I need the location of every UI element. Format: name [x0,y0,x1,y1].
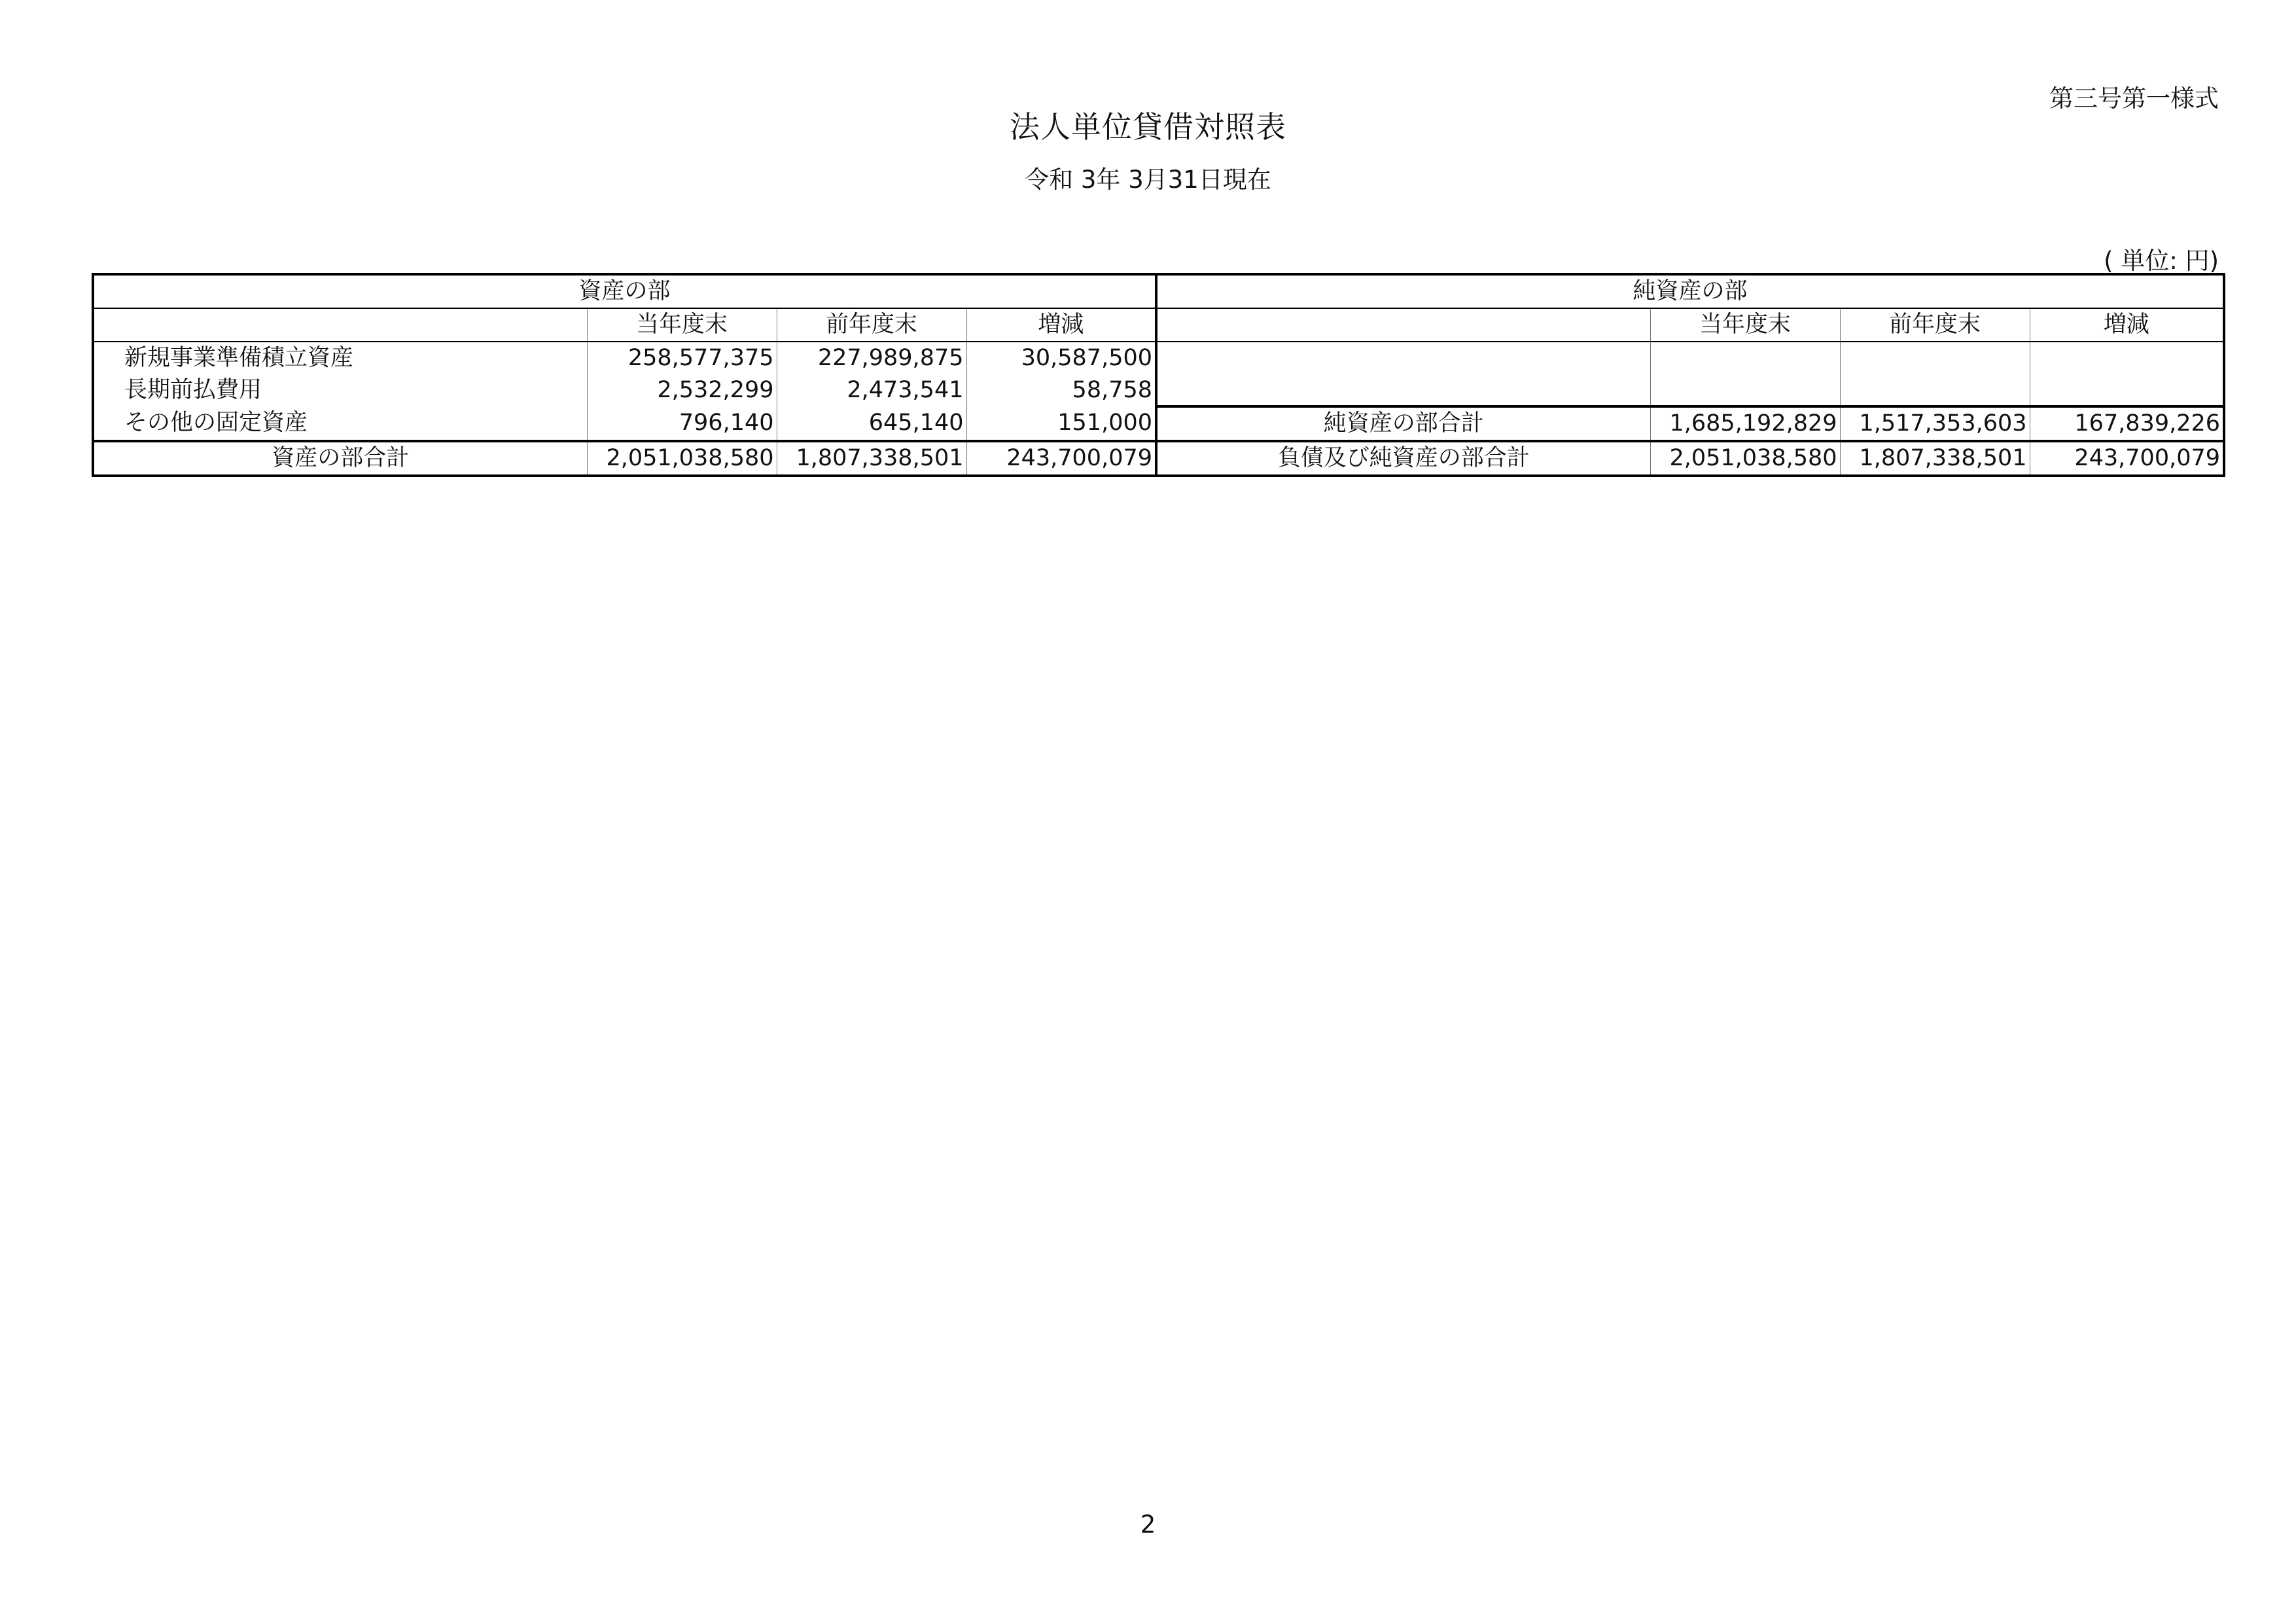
net-assets-empty-cell [1840,342,2030,374]
liabilities-net-assets-total-label: 負債及び純資産の部合計 [1156,441,1650,476]
net-assets-change-header: 増減 [2030,308,2224,342]
as-of-date: 令和 3年 3月31日現在 [1025,166,1271,194]
page-number: 2 [1140,1510,1156,1539]
assets-total-change: 243,700,079 [966,441,1156,476]
assets-total-label: 資産の部合計 [93,441,587,476]
asset-row-previous: 645,140 [777,406,966,441]
asset-row-previous: 227,989,875 [777,342,966,374]
table-row [93,406,2224,441]
unit-label: ( 単位: 円) [2104,247,2219,275]
balance-sheet-table [92,273,2225,477]
net-assets-empty-cell [2030,342,2224,374]
total-row [93,441,2224,476]
assets-current-header: 当年度末 [587,308,777,342]
asset-row-current: 796,140 [587,406,777,441]
asset-row-label: 長期前払費用 [124,377,262,403]
asset-row-label: その他の固定資産 [124,410,308,436]
assets-label-header [93,308,587,342]
asset-row-previous: 2,473,541 [777,374,966,406]
asset-row-label: 新規事業準備積立資産 [124,345,354,371]
asset-row-current: 258,577,375 [587,342,777,374]
page-title: 法人単位貸借対照表 [1010,109,1286,145]
asset-row-current: 2,532,299 [587,374,777,406]
net-assets-current-header: 当年度末 [1650,308,1840,342]
table-row [93,342,2224,374]
net-assets-subtotal-current: 1,685,192,829 [1650,406,1840,441]
asset-row-change: 58,758 [966,374,1156,406]
net-assets-subtotal-change: 167,839,226 [2030,406,2224,441]
table-row [93,374,2224,406]
net-assets-subtotal-label: 純資産の部合計 [1156,406,1650,441]
net-assets-empty-cell [1156,342,1650,374]
liabilities-net-assets-total-change: 243,700,079 [2030,441,2224,476]
assets-total-current: 2,051,038,580 [587,441,777,476]
form-identifier: 第三号第一様式 [2049,84,2219,113]
asset-row-change: 30,587,500 [966,342,1156,374]
net-assets-empty-cell [2030,374,2224,406]
net-assets-section-header: 純資産の部 [1156,274,2224,308]
liabilities-net-assets-total-previous: 1,807,338,501 [1840,441,2030,476]
assets-total-previous: 1,807,338,501 [777,441,966,476]
net-assets-subtotal-previous: 1,517,353,603 [1840,406,2030,441]
net-assets-previous-header: 前年度末 [1840,308,2030,342]
liabilities-net-assets-total-current: 2,051,038,580 [1650,441,1840,476]
assets-change-header: 増減 [966,308,1156,342]
net-assets-label-header [1156,308,1650,342]
net-assets-empty-cell [1840,374,2030,406]
net-assets-empty-cell [1156,374,1650,406]
column-header-row [93,308,2224,342]
section-header-row [93,274,2224,308]
asset-row-change: 151,000 [966,406,1156,441]
assets-previous-header: 前年度末 [777,308,966,342]
assets-section-header: 資産の部 [93,274,1156,308]
net-assets-empty-cell [1650,342,1840,374]
net-assets-empty-cell [1650,374,1840,406]
